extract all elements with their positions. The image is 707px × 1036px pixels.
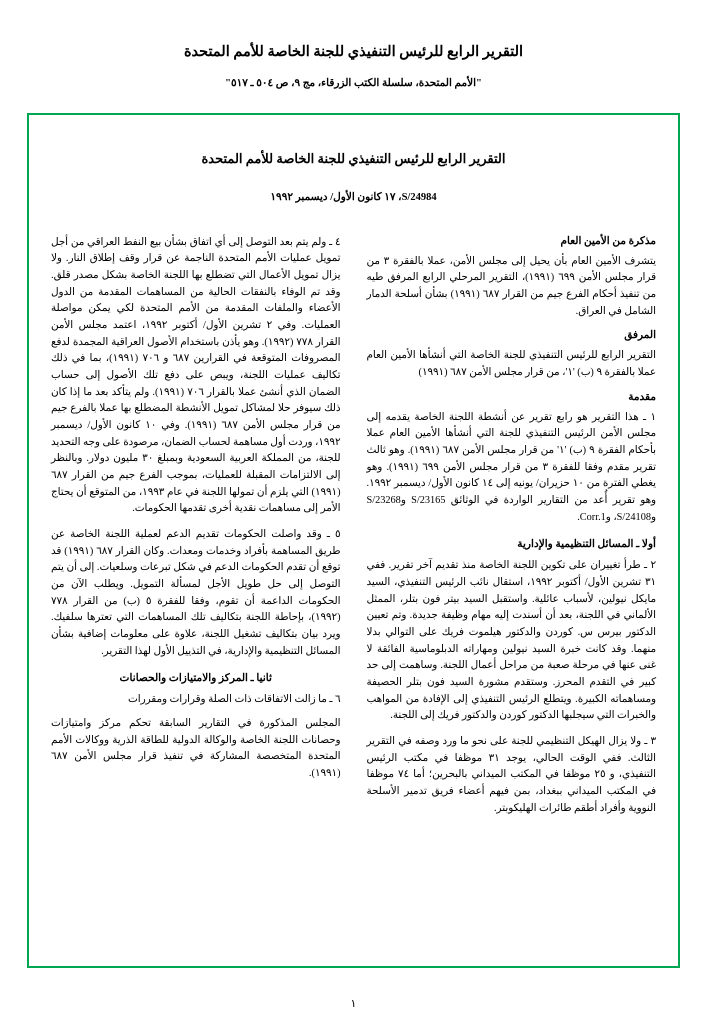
paragraph-1: ١ ـ هذا التقرير هو رابع تقرير عن أنشطة اللجنة الخاصة يقدمه إلى مجلس الأمن الرئيس التنفيذي للجنة التي أنشأها الأمين العام عملا بأحكام الفقرة ٩ (ب) '١' من قرار مجلس الأمن ٦٨٧ (١٩٩١). وهو ثالث تقرير مقدم وفقا للفقرة ٣ من قرار مجلس الأمن ٦٩٩ (١٩٩١). وهو يغطي الفترة من ١٠ حزيران/ يونيه إلى ١٤ كانون الأول/ ديسمبر ١٩٩٢. وهو تقرير أُعد من التقارير الواردة في الوثائق S/23165 وS/23268 وS/24108، وCorr.1. <box>366 411 657 523</box>
column-left <box>51 233 341 792</box>
section-one-heading: أولا ـ المسائل التنظيمية والإدارية <box>517 539 656 551</box>
document-header <box>0 0 707 91</box>
paragraph-2: ٢ ـ طرأ تغييران على تكوين اللجنة الخاصة منذ تقديم آخر تقرير. ففي ٣١ تشرين الأول/ أكتوبر ١٩٩٢، استقال نائب الرئيس التنفيذي، السيد مايكل نيولين، لأسباب عائلية. واستقبل السيد بيتر فون بتلر، الممثل الألماني في اللجنة، بعد أن أسندت إليه مهام وظيفة جديدة. وتم تعيين الدكتور بيرس س. كوردن والدكتور هيلموت فريك على التوالي بدلا منهما. وقد كانت خبرة السيد نيولين ومهاراته الدبلوماسية الفائقة لا غنى عنها في مرحلة صعبة من مراحل أعمال اللجنة. وساهمت إلى حد كبير في التقدم المحرز. وستقدم مشورة السيد فون بتلر الحصيفة ومساهماته الكبيرة. ويتطلع الرئيس التنفيذي إلى الإفادة من المواهب والخبرات التي سيجلبها الدكتور كوردن والدكتور فريك إلى اللجنة. <box>366 560 656 722</box>
source-citation: "الأمم المتحدة، سلسلة الكتب الزرقاء، مج ٩، ص ٥٠٤ ـ ٥١٧" <box>225 77 482 89</box>
paragraph-6-b: المجلس المذكورة في التقارير السابقة تحكم مركز وامتيازات وحصانات اللجنة الخاصة والوكالة الدولية للطاقة الذرية ووكالات الأمم المتحدة المتخصصة المشاركة في تنفيذ قرار مجلس الأمن ٦٨٧ (١٩٩١). <box>51 717 341 779</box>
attachment-heading: المرفق <box>624 330 656 342</box>
report-title: التقرير الرابع للرئيس التنفيذي للجنة الخاصة للأمم المتحدة <box>201 151 506 166</box>
page-title: التقرير الرابع للرئيس التنفيذي للجنة الخاصة للأمم المتحدة <box>183 44 524 60</box>
bordered-content-frame <box>27 113 680 968</box>
attachment-paragraph: التقرير الرابع للرئيس التنفيذي للجنة الخاصة التي أنشأها الأمين العام عملا بالفقرة ٩ (ب) '١'، من قرار مجلس الأمن ٦٨٧ (١٩٩١) <box>366 350 656 378</box>
intro-heading: مقدمة <box>628 391 656 403</box>
section-two-heading: ثانيا ـ المركز والامتيازات والحصانات <box>119 673 272 685</box>
two-column-body <box>51 233 656 827</box>
column-right <box>367 233 657 827</box>
paragraph-4: ٤ ـ ولم يتم بعد التوصل إلى أي اتفاق بشأن بيع النفط العراقي من أجل تمويل عمليات الأمم المتحدة الناجمة عن قرار وقف إطلاق النار. ولا يزال تمويل الأعمال التي تضطلع بها اللجنة الخاصة بشكل مصدر قلق. وقد تم الوفاء بالنفقات الحالية من المساهمات المقدمة من الدول الأعضاء والملفات المقدمة من الأمم المتحدة لكي يمكن مواصلة العمليات. وفي ٢ تشرين الأول/ أكتوبر ١٩٩٢، اعتمد مجلس الأمن القرار ٧٧٨ (١٩٩٢). وهو يأذن باستخدام الأصول العراقية المجمدة لدفع المصروفات المتوقعة في القرارين ٦٨٧ و ٧٠٦ (١٩٩١)، بما في ذلك تكاليف عمليات اللجنة، ويبص على دفع تلك الأصول إلى حساب الضمان الذي أنشئ عملا بالقرار ٧٠٦ (١٩٩١). ولم يتأكد بعد ما إذا كان ذلك سيوفر حلا لمشاكل تمويل الأنشطة المضطلع بها عملا بالفرع جيم من قرار مجلس الأمن ٦٨٧ (١٩٩١). وفي ١٠ كانون الأول/ ديسمبر ١٩٩٢، وردت أول مساهمة لحساب الضمان، مرصودة على وجه التحديد للجنة، من المملكة العربية السعودية وبمبلغ ٣٠ مليون دولار. وبالنظر إلى الالتزامات المقبلة للعمليات، بموجب الفرع جيم من القرار ٦٨٧ (١٩٩١) التي يلزم أن تمولها اللجنة في عام ١٩٩٣، من المتوقع أن يحتاج الأمر إلى مساهمات نقدية أخرى تقدمها الحكومات. <box>51 236 341 515</box>
page-number: ١ <box>350 998 357 1010</box>
memo-paragraph: يتشرف الأمين العام بأن يحيل إلى مجلس الأمن، عملا بالفقرة ٣ من قرار مجلس الأمن ٦٩٩ (١٩٩١)، التقرير المرحلي الرابع المرفق طيه من تنفيذ أحكام الفرع جيم من القرار ٦٨٧ (١٩٩١) بشأن أسلحة الدمار الشامل في العراق. <box>366 255 656 317</box>
paragraph-6-a: ٦ ـ ما زالت الاتفاقات ذات الصلة وقرارات ومقررات <box>128 694 341 706</box>
document-symbol-and-date: S/24984، ١٧ كانون الأول/ ديسمبر ١٩٩٢ <box>270 191 437 203</box>
memo-heading: مذكرة من الأمين العام <box>560 235 656 247</box>
paragraph-5: ٥ ـ وقد واصلت الحكومات تقديم الدعم لعملية اللجنة الخاصة عن طريق المساهمة بأفراد وخدمات ومعدات. وكان القرار ٦٨٧ (١٩٩١) قد توقع أن تقدم الحكومات الدعم في شكل تبرعات وسلعيات. إلى أن يتم التوصل إلى حل طويل الأجل لمسألة التمويل. ويطلب الآن من الحكومات الداعمة أن تقوم، وفقا للفقرة ٥ (ب) من القرار ٧٧٨ (١٩٩٢)، بإحاطة اللجنة بتكاليف تلك المساهمات التي تعترها سلفيك. ويرد بيان بتكاليف تشغيل اللجنة، علاوة على معلومات إضافية بشأن المسائل التنظيمية والإدارية، في التذييل الأول لهذا التقرير. <box>51 528 341 657</box>
paragraph-3: ٣ ـ ولا يزال الهيكل التنظيمي للجنة على نحو ما ورد وصفه في التقرير الثالث. ففي الوقت الحالي، يوجد ٣١ موظفا في مكتب الرئيس التنفيذي، و ٢٥ موظفا في المكتب الميداني بالبحرين؛ أما ٧٤ موظفا في المكتب الميداني ببغداد، بمن فيهم أعضاء فريق تدمير الأسلحة النووية وأفراد أطقم طائرات الهليكوبتر. <box>366 735 656 814</box>
